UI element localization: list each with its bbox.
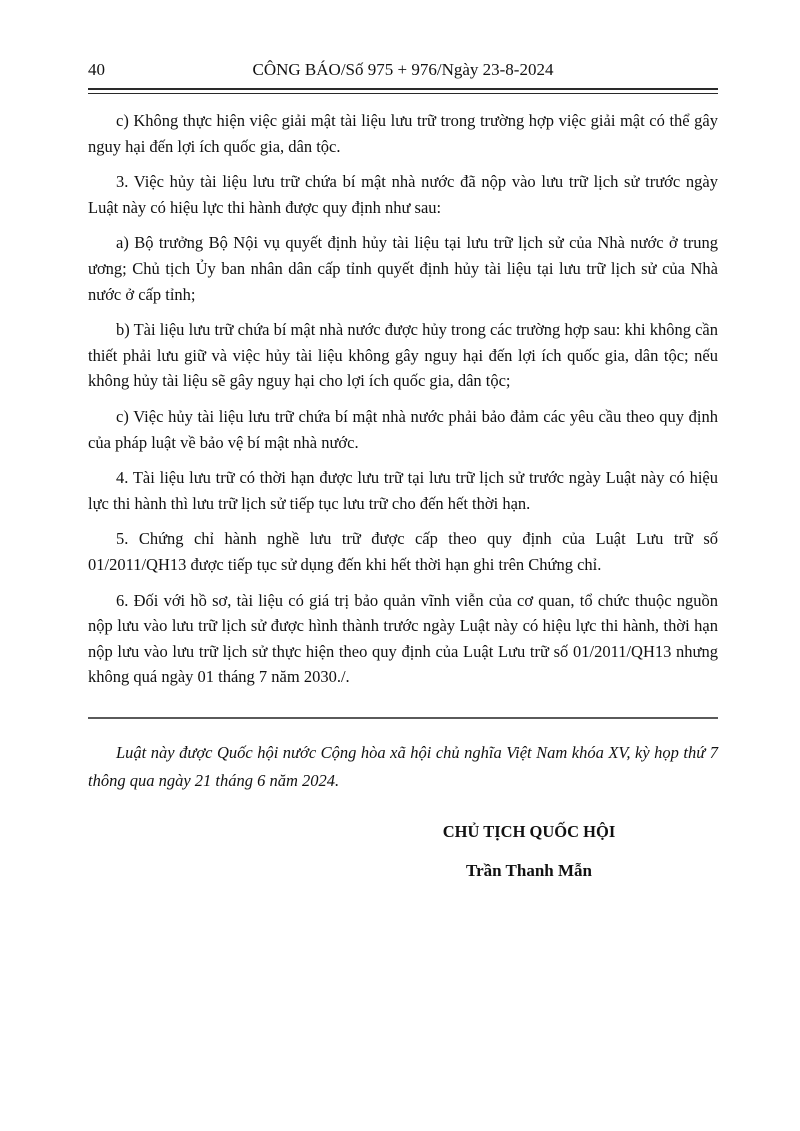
- signature-block: [340, 820, 718, 883]
- paragraph-clause-a: a) Bộ trưởng Bộ Nội vụ quyết định hủy tài liệu tại lưu trữ lịch sử của Nhà nước ở trung ương; Chủ tịch Ủy ban nhân dân cấp tỉnh quyết định hủy tài liệu tại lưu trữ lịch sử của Nhà nước ở cấp tỉnh;: [88, 233, 718, 304]
- paragraph-item-4: 4. Tài liệu lưu trữ có thời hạn được lưu trữ tại lưu trữ lịch sử trước ngày Luật này có hiệu lực thi hành thì lưu trữ lịch sử tiếp tục lưu trữ cho đến hết thời hạn.: [88, 468, 718, 513]
- signature-title: CHỦ TỊCH QUỐC HỘI: [442, 821, 616, 841]
- page-number: 40: [88, 60, 105, 79]
- section-divider-rule: [88, 717, 718, 719]
- paragraph-item-6: 6. Đối với hồ sơ, tài liệu có giá trị bảo quản vĩnh viễn của cơ quan, tổ chức thuộc nguồn nộp lưu vào lưu trữ lịch sử được hình thành trước ngày Luật này có hiệu lực thi hành, thời hạn nộp lưu vào lưu trữ lịch sử thực hiện theo quy định của Luật Lưu trữ số 01/2011/QH13 nhưng không quá ngày 01 tháng 7 năm 2030./.: [88, 590, 718, 687]
- gazette-header-title: CÔNG BÁO/Số 975 + 976/Ngày 23-8-2024: [252, 60, 554, 79]
- paragraph-clause-b: b) Tài liệu lưu trữ chứa bí mật nhà nước được hủy trong các trường hợp sau: khi không cần thiết phải lưu giữ và việc hủy tài liệu không gây nguy hại đến lợi ích quốc gia, dân tộc; nếu không hủy tài liệu sẽ gây nguy hại cho lợi ích quốc gia, dân tộc;: [88, 320, 718, 391]
- enactment-note: Luật này được Quốc hội nước Cộng hòa xã hội chủ nghĩa Việt Nam khóa XV, kỳ họp thứ 7 thông qua ngày 21 tháng 6 năm 2024.: [88, 742, 718, 791]
- paragraph-clause-c-destruction: c) Việc hủy tài liệu lưu trữ chứa bí mật nhà nước phải bảo đảm các yêu cầu theo quy định của pháp luật về bảo vệ bí mật nhà nước.: [88, 406, 718, 452]
- paragraph-item-3: 3. Việc hủy tài liệu lưu trữ chứa bí mật nhà nước đã nộp vào lưu trữ lịch sử trước ngày Luật này có hiệu lực thi hành được quy định như sau:: [88, 172, 718, 217]
- document-body: [88, 108, 718, 883]
- paragraph-item-5: 5. Chứng chỉ hành nghề lưu trữ được cấp theo quy định của Luật Lưu trữ số 01/2011/QH13 được tiếp tục sử dụng đến khi hết thời hạn ghi trên Chứng chỉ.: [88, 529, 718, 574]
- header-double-rule: [88, 88, 718, 94]
- page-header: [88, 56, 718, 84]
- paragraph-clause-c-secrecy: c) Không thực hiện việc giải mật tài liệu lưu trữ trong trường hợp việc giải mật có thể gây nguy hại đến lợi ích quốc gia, dân tộc.: [88, 111, 718, 156]
- signature-name: Trần Thanh Mẫn: [466, 860, 592, 880]
